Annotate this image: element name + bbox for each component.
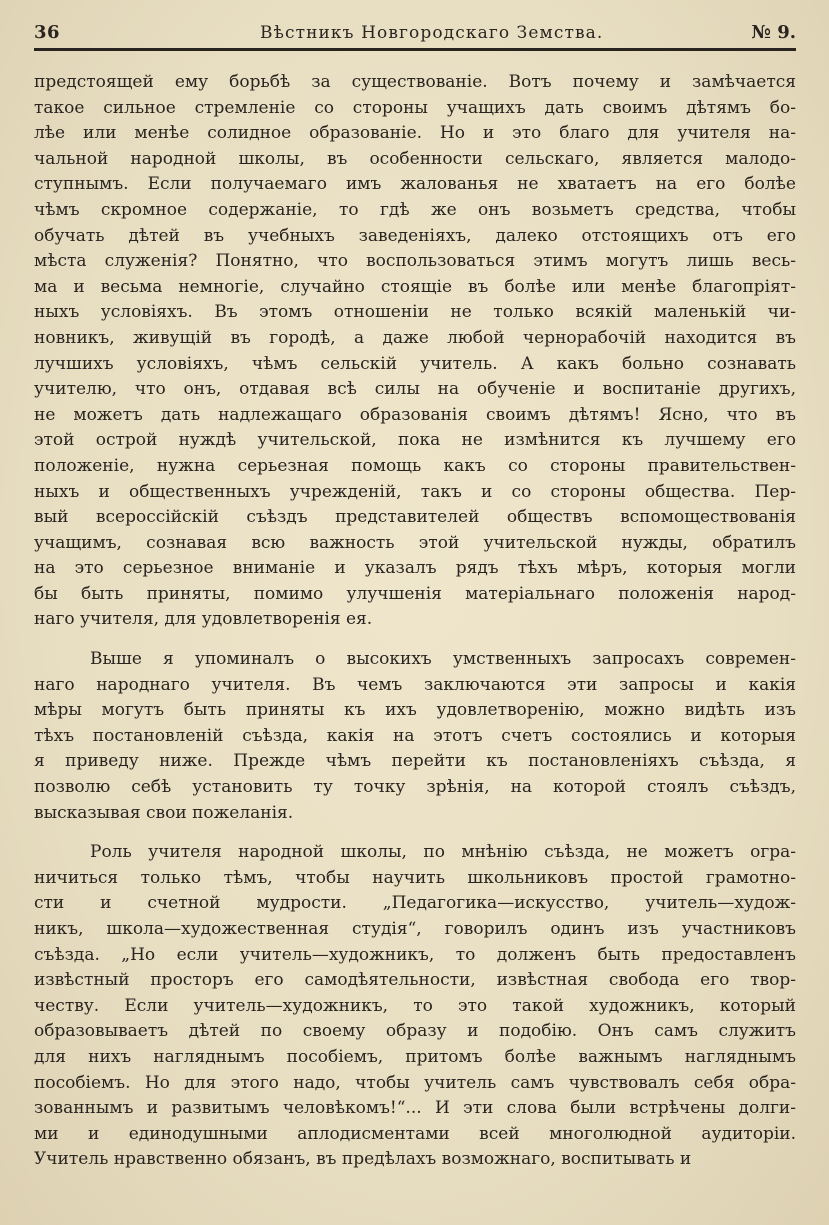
article-body: [34, 70, 796, 1173]
paragraph-gap: [34, 633, 796, 647]
text-line: извѣстный просторъ его самодѣятельности, извѣстная свобода его твор-: [34, 970, 796, 991]
paragraph-3: [34, 840, 796, 1173]
text-line: лучшихъ условіяхъ, чѣмъ сельскій учитель. А какъ больно сознавать: [34, 353, 796, 374]
text-line: Учитель нравственно обязанъ, въ предѣлахъ возможнаго, воспитывать и: [34, 1149, 692, 1170]
text-line: обучать дѣтей въ учебныхъ заведеніяхъ, далеко отстоящихъ отъ его: [34, 225, 796, 246]
text-line: я приведу ниже. Прежде чѣмъ перейти къ постановленіяхъ съѣзда, я: [34, 751, 796, 772]
text-line: сти и счетной мудрости. „Педагогика—искусство, учитель—худож-: [34, 893, 796, 914]
text-line: съѣзда. „Но если учитель—художникъ, то долженъ быть предоставленъ: [34, 944, 796, 965]
page-number: 36: [34, 22, 61, 43]
issue-number: № 9.: [751, 22, 796, 43]
text-line: ступнымъ. Если получаемаго имъ жалованья не хватаетъ на его болѣе: [34, 174, 796, 195]
text-line: такое сильное стремленіе со стороны учащихъ дать своимъ дѣтямъ бо-: [34, 97, 796, 118]
text-line: высказывая свои пожеланія.: [34, 802, 294, 823]
text-line: предстоящей ему борьбѣ за существованіе. Вотъ почему и замѣчается: [34, 72, 796, 92]
text-line: ныхъ условіяхъ. Въ этомъ отношеніи не только всякій маленькій чи-: [34, 302, 796, 323]
text-line: наго народнаго учителя. Въ чемъ заключаются эти запросы и какія: [34, 674, 796, 695]
paragraph-2: [34, 647, 796, 826]
paragraph-gap: [34, 826, 796, 840]
text-line: положеніе, нужна серьезная помощь какъ со стороны правительствен-: [34, 455, 796, 476]
text-line: никъ, школа—художественная студія“, говорилъ одинъ изъ участниковъ: [34, 919, 796, 939]
text-line: образовываетъ дѣтей по своему образу и подобію. Онъ самъ служитъ: [34, 1021, 796, 1042]
text-line: пособіемъ. Но для этого надо, чтобы учитель самъ чувствовалъ себя обра-: [34, 1072, 796, 1093]
text-line: новникъ, живущій въ городѣ, а даже любой чернорабочій находится въ: [34, 327, 796, 348]
text-line: ми и единодушными аплодисментами всей многолюдной аудиторіи.: [34, 1123, 796, 1144]
text-line: ныхъ и общественныхъ учрежденій, такъ и со стороны общества. Пер-: [34, 481, 796, 502]
text-line: Выше я упоминалъ о высокихъ умственныхъ запросахъ современ-: [90, 649, 796, 670]
text-line: для нихъ нагляднымъ пособіемъ, притомъ болѣе важнымъ нагляднымъ: [34, 1046, 796, 1067]
text-line: учащимъ, сознавая всю важность этой учительской нужды, обратилъ: [34, 532, 796, 553]
text-line: чальной народной школы, въ особенности сельскаго, является малодо-: [34, 148, 796, 169]
text-line: честву. Если учитель—художникъ, то это такой художникъ, который: [34, 995, 796, 1016]
text-line: ничиться только тѣмъ, чтобы научить школьниковъ простой грамотно-: [34, 867, 796, 888]
text-line: чѣмъ скромное содержаніе, то гдѣ же онъ возьметъ средства, чтобы: [34, 199, 796, 220]
text-line: мѣста служенія? Понятно, что воспользоваться этимъ могутъ лишь весь-: [34, 251, 796, 272]
text-line: не можетъ дать надлежащаго образованія своимъ дѣтямъ! Ясно, что въ: [34, 404, 796, 425]
text-line: ма и весьма немногіе, случайно стоящіе въ болѣе или менѣе благопріят-: [34, 276, 796, 297]
paragraph-1: [34, 70, 796, 633]
running-header: [34, 22, 796, 50]
text-line: позволю себѣ установить ту точку зрѣнія, на которой стоялъ съѣздъ,: [34, 777, 796, 798]
text-line: тѣхъ постановленій съѣзда, какія на этотъ счетъ состоялись и которыя: [34, 725, 796, 746]
text-line: бы быть приняты, помимо улучшенія матеріальнаго положенія народ-: [34, 583, 796, 604]
text-line: вый всероссійскій съѣздъ представителей обществъ вспомоществованія: [34, 507, 796, 528]
text-line: этой острой нуждѣ учительской, пока не измѣнится къ лучшему его: [34, 430, 796, 451]
journal-title: Вѣстникъ Новгородскаго Земства.: [260, 23, 604, 43]
text-line: учителю, что онъ, отдавая всѣ силы на обученіе и воспитаніе другихъ,: [34, 379, 796, 400]
text-line: лѣе или менѣе солидное образованіе. Но и это благо для учителя на-: [34, 123, 796, 144]
text-line: наго учителя, для удовлетворенія ея.: [34, 609, 373, 630]
text-line: на это серьезное вниманіе и указалъ рядъ тѣхъ мѣръ, которыя могли: [34, 558, 796, 579]
text-line: зованнымъ и развитымъ человѣкомъ!“... И эти слова были встрѣчены долги-: [34, 1098, 796, 1119]
text-line: мѣры могутъ быть приняты къ ихъ удовлетворенію, можно видѣть изъ: [34, 700, 796, 721]
header-rule: [34, 48, 796, 51]
text-line: Роль учителя народной школы, по мнѣнію съѣзда, не можетъ огра-: [90, 842, 796, 863]
